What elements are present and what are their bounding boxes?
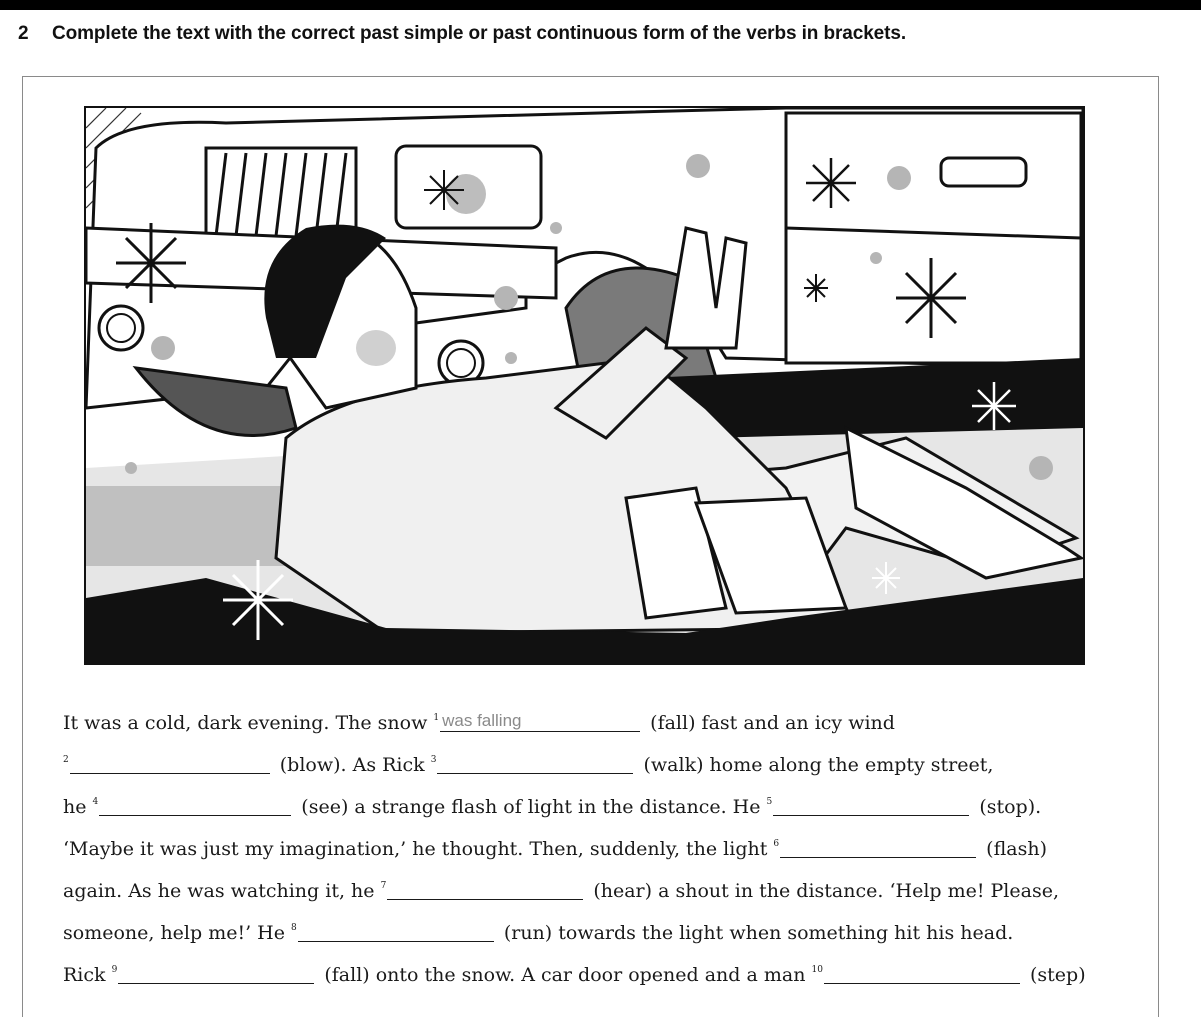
text-segment: again. As he was watching it, he — [63, 880, 381, 902]
text-segment: (run) towards the light when something hit his head. — [497, 922, 1014, 944]
gap-7-blank[interactable] — [387, 877, 583, 900]
gap-number-3: 3 — [430, 755, 437, 765]
gap-1-blank[interactable] — [440, 709, 640, 732]
gap-number-9: 9 — [111, 965, 118, 975]
text-segment: Rick — [63, 964, 112, 986]
exercise-text — [63, 697, 1123, 991]
text-segment: (blow). As Rick — [273, 754, 431, 776]
gap-1-example-answer: was falling — [442, 711, 522, 730]
text-segment: (stop). — [973, 796, 1042, 818]
text-line-6 — [63, 907, 1123, 949]
text-line-1 — [63, 697, 1123, 739]
task-number: 2 — [18, 23, 29, 44]
top-bar — [0, 0, 1201, 10]
gap-number-1: 1 — [433, 713, 440, 723]
text-segment: (fall) fast and an icy wind — [644, 712, 895, 734]
gap-number-7: 7 — [380, 881, 387, 891]
text-line-2 — [63, 739, 1123, 781]
text-segment: (hear) a shout in the distance. ‘Help me! Please, — [587, 880, 1059, 902]
text-line-4 — [63, 823, 1123, 865]
gap-number-8: 8 — [291, 923, 297, 933]
text-line-7 — [63, 949, 1123, 991]
gap-9-blank[interactable] — [118, 961, 314, 984]
task-instruction: Complete the text with the correct past simple or past continuous form of the verbs in brackets. — [52, 23, 907, 44]
text-segment: (fall) onto the snow. A car door opened and a man — [318, 964, 812, 986]
text-line-3 — [63, 781, 1123, 823]
text-segment: (flash) — [980, 838, 1047, 860]
text-segment: (walk) home along the empty street, — [637, 754, 994, 776]
gap-8-blank[interactable] — [298, 919, 494, 942]
gap-4-blank[interactable] — [99, 793, 291, 816]
text-segment: (see) a strange flash of light in the distance. He — [295, 796, 767, 818]
task-heading — [18, 23, 1178, 45]
gap-number-10: 10 — [811, 965, 823, 975]
gap-3-blank[interactable] — [437, 751, 633, 774]
text-segment: ‘Maybe it was just my imagination,’ he thought. Then, suddenly, the light — [63, 838, 774, 860]
gap-6-blank[interactable] — [780, 835, 976, 858]
text-segment: someone, help me!’ He — [63, 922, 292, 944]
gap-number-4: 4 — [92, 797, 99, 807]
gap-5-blank[interactable] — [773, 793, 969, 816]
text-segment: he — [63, 796, 93, 818]
gap-number-5: 5 — [766, 797, 773, 807]
text-line-5 — [63, 865, 1123, 907]
gap-2-blank[interactable] — [70, 751, 270, 774]
text-segment: It was a cold, dark evening. The snow — [63, 712, 434, 734]
gap-10-blank[interactable] — [824, 961, 1020, 984]
illustration — [84, 106, 1085, 665]
gap-number-6: 6 — [773, 839, 780, 849]
text-segment: (step) — [1023, 964, 1086, 986]
gap-number-2: 2 — [63, 755, 69, 765]
